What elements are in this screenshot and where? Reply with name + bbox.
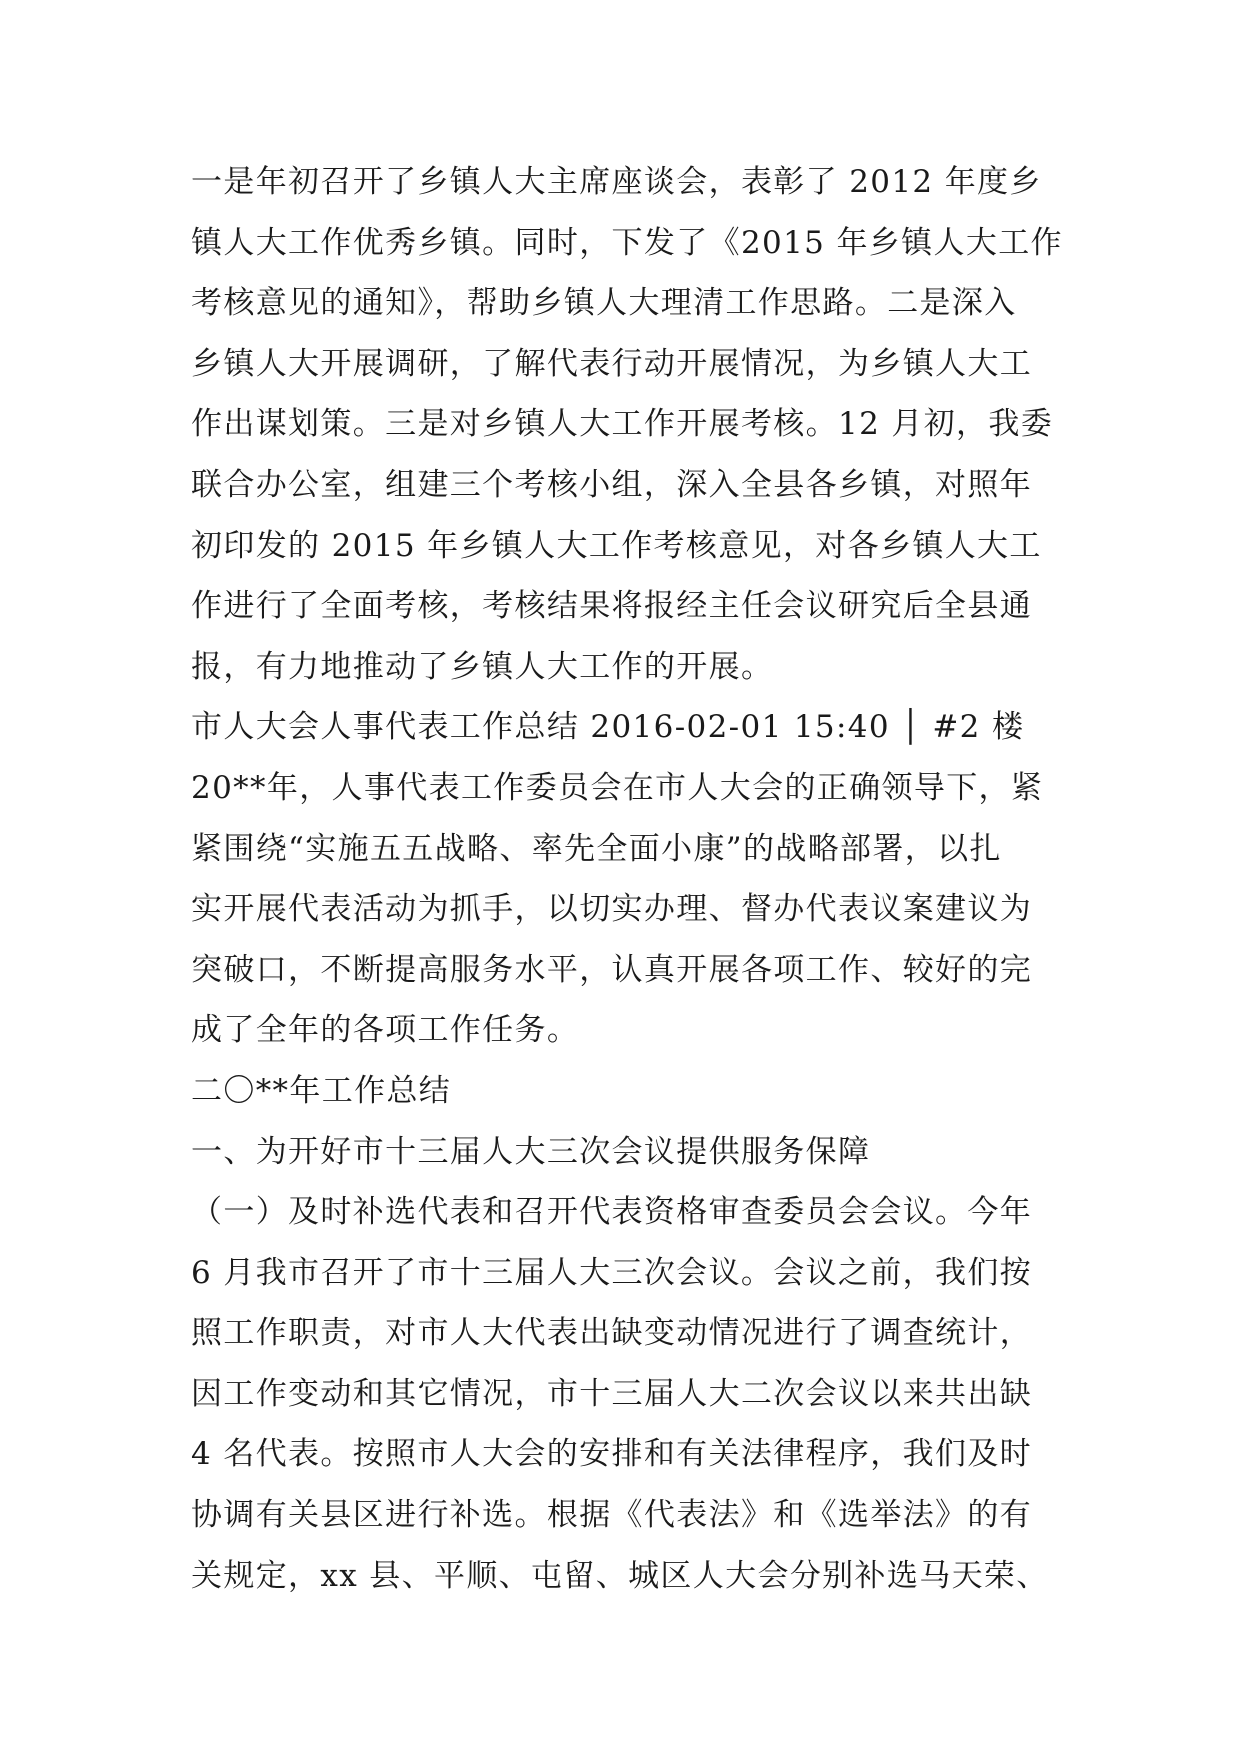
text-line: 因工作变动和其它情况，市十三届人大二次会议以来共出缺	[191, 1375, 1033, 1412]
text-line: 作进行了全面考核，考核结果将报经主任会议研究后全县通	[191, 588, 1033, 625]
text-line: 成了全年的各项工作任务。	[191, 1012, 580, 1049]
text-line: 6 月我市召开了市十三届人大三次会议。会议之前，我们按	[191, 1254, 1033, 1291]
body-text	[191, 152, 1071, 1606]
text-line: 联合办公室，组建三个考核小组，深入全县各乡镇，对照年	[191, 466, 1033, 503]
text-line: 考核意见的通知》，帮助乡镇人大理清工作思路。二是深入	[191, 285, 1017, 322]
text-line: 报，有力地推动了乡镇人大工作的开展。	[191, 648, 774, 685]
text-line: 20**年，人事代表工作委员会在市人大会的正确领导下，紧	[191, 769, 1044, 806]
text-line: 突破口，不断提高服务水平，认真开展各项工作、较好的完	[191, 951, 1033, 988]
text-line: 4 名代表。按照市人大会的安排和有关法律程序，我们及时	[191, 1436, 1033, 1473]
section-heading: 一、为开好市十三届人大三次会议提供服务保障	[191, 1133, 871, 1170]
text-line: 一是年初召开了乡镇人大主席座谈会，表彰了 2012 年度乡	[191, 164, 1042, 200]
text-line: （一）及时补选代表和召开代表资格审查委员会会议。今年	[191, 1194, 1033, 1231]
text-line: 镇人大工作优秀乡镇。同时，下发了《2015 年乡镇人大工作	[191, 224, 1063, 261]
text-line: 紧围绕“实施五五战略、率先全面小康”的战略部署，以扎	[191, 830, 1002, 867]
text-line: 关规定，xx 县、平顺、屯留、城区人大会分别补选马天荣、	[191, 1557, 1049, 1594]
text-line: 初印发的 2015 年乡镇人大工作考核意见，对各乡镇人大工	[191, 527, 1042, 564]
text-line: 实开展代表活动为抓手，以切实办理、督办代表议案建议为	[191, 891, 1033, 928]
text-line: 乡镇人大开展调研，了解代表行动开展情况，为乡镇人大工	[191, 345, 1033, 382]
post-header-line: 市人大会人事代表工作总结 2016-02-01 15:40 │ #2 楼	[191, 709, 1025, 746]
text-line: 作出谋划策。三是对乡镇人大工作开展考核。12 月初，我委	[191, 406, 1054, 443]
section-heading: 二〇**年工作总结	[191, 1072, 452, 1109]
text-line: 协调有关县区进行补选。根据《代表法》和《选举法》的有	[191, 1497, 1033, 1534]
text-line: 照工作职责，对市人大代表出缺变动情况进行了调查统计，	[191, 1315, 1033, 1352]
